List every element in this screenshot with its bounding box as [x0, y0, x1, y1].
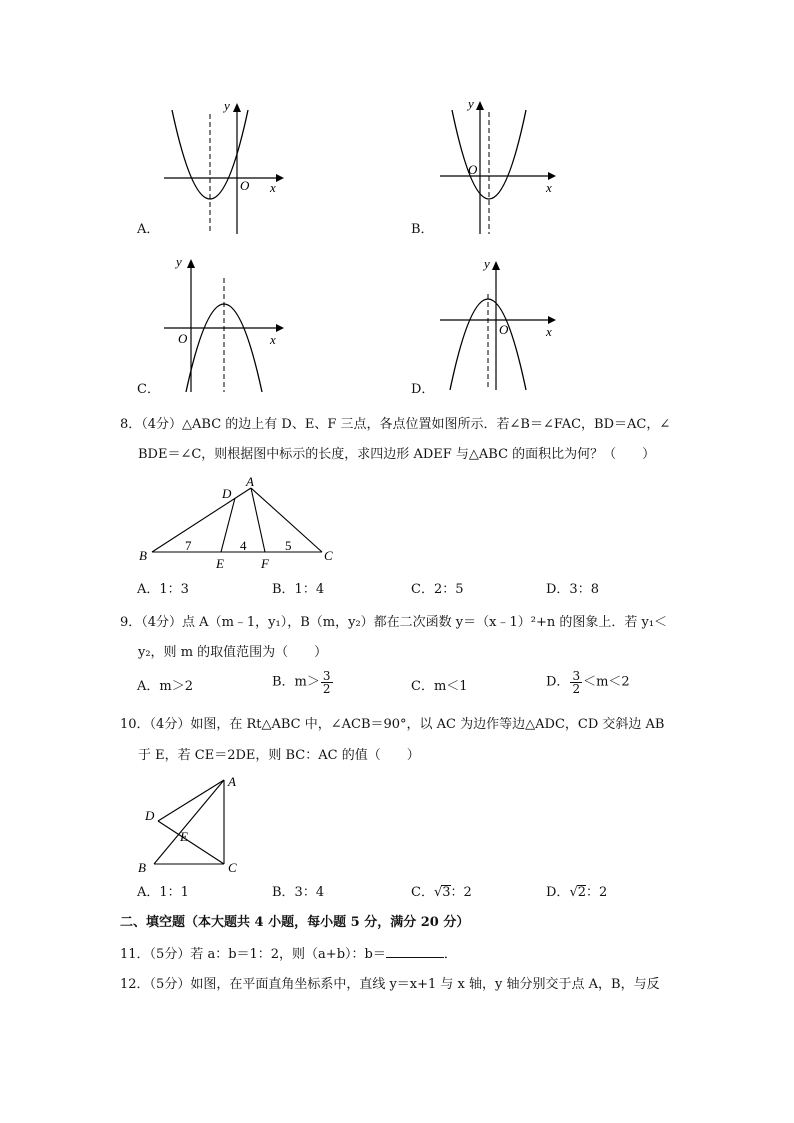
q10-figure	[134, 770, 254, 878]
q8-label-b: B	[139, 548, 147, 563]
q10-d-radicand: 2	[577, 885, 587, 900]
q7-graph-a	[136, 98, 296, 242]
q7-option-d	[430, 254, 570, 394]
q7-option-c	[160, 250, 300, 395]
q8-option-d: D．3：8	[546, 582, 599, 597]
q9-option-d-fraction	[570, 670, 582, 695]
q9-b-numerator: 3	[322, 669, 331, 683]
q8-option-a: A．1：3	[137, 582, 189, 597]
q7d-x-label: x	[546, 324, 552, 339]
q9-b-denominator: 2	[322, 682, 331, 696]
q10-option-b: B．3：4	[272, 885, 325, 900]
q10-c-radicand: 3	[442, 885, 451, 900]
q7b-y-label: y	[468, 96, 474, 111]
q8-length-fc: 5	[285, 538, 292, 553]
q9-stem-line2: y₂，则 m 的取值范围为（ ）	[138, 645, 328, 660]
q7-option-c-label: C．	[137, 382, 160, 397]
q10-option-a: A．1：1	[137, 885, 189, 900]
q12-stem-line1: 12．（5分）如图，在平面直角坐标系中，直线 y＝x+1 与 x 轴，y 轴分别交于点 A，B，与反	[120, 977, 660, 992]
q10-option-c-suffix: ：2	[450, 885, 472, 900]
q7-option-b	[430, 94, 570, 238]
q9-d-numerator: 3	[572, 669, 581, 683]
q7b-x-label: x	[546, 180, 552, 195]
q11-stem-text: 11．（5分）若 a：b＝1：2，则（a+b）：b＝	[120, 947, 386, 962]
q10-option-d	[546, 884, 607, 902]
q10-d-sqrt-sign: √	[569, 885, 578, 900]
q9-option-d-prefix: D．	[546, 674, 570, 690]
q9-d-denominator: 2	[572, 682, 581, 696]
q8-triangle-figure	[134, 470, 344, 572]
q10-c-sqrt-sign: √	[433, 885, 443, 900]
q9-option-d	[546, 670, 630, 695]
q9-option-b	[272, 670, 334, 695]
q10-stem-line1: 10．（4分）如图，在 Rt△ABC 中，∠ACB＝90°，以 AC 为边作等边△ADC，CD 交斜边 AB	[120, 717, 665, 732]
q9-stem-line1: 9．（4分）点 A（m﹣1，y₁），B（m，y₂）都在二次函数 y＝（x﹣1）²+n 的图象上．若 y₁＜	[120, 615, 668, 630]
q7-option-b-label: B．	[411, 222, 434, 237]
q8-option-b: B．1：4	[272, 582, 325, 597]
q11-answer-blank	[386, 944, 444, 958]
q8-stem-line2: BDE＝∠C，则根据图中标示的长度，求四边形 ADEF 与△ABC 的面积比为何？（ ）	[138, 447, 656, 462]
q10-stem-line2: 于 E，若 CE＝2DE，则 BC：AC 的值（ ）	[138, 748, 420, 763]
q7a-y-label: y	[224, 98, 230, 113]
q7a-origin-label: O	[240, 178, 250, 193]
q7b-origin-label: O	[468, 162, 478, 177]
q11-stem-end: ．	[443, 947, 457, 962]
q8-stem-line1: 8．（4分）△ABC 的边上有 D、E、F 三点，各点位置如图所示．若∠B＝∠FAC，BD＝AC，∠	[120, 417, 671, 432]
q11-stem	[120, 944, 457, 964]
section-2-heading: 二、填空题（本大题共 4 小题，每小题 5 分，满分 20 分）	[120, 915, 470, 930]
q8-label-a: A	[246, 474, 254, 489]
q8-figure	[134, 470, 344, 572]
q7c-x-label: x	[270, 332, 276, 347]
q10-option-d-suffix: ：2	[586, 885, 608, 900]
q10-option-d-prefix: D．	[546, 885, 570, 900]
q9-option-b-prefix: B．m＞	[272, 674, 320, 690]
q10-label-d: D	[145, 808, 155, 823]
q10-label-c: C	[228, 860, 237, 875]
q8-label-c: C	[324, 548, 333, 563]
q7c-origin-label: O	[178, 331, 188, 346]
q7-graph-d	[430, 254, 570, 394]
q7d-y-label: y	[484, 256, 490, 271]
q10-triangle-figure	[134, 770, 254, 878]
q10-label-b: B	[138, 860, 146, 875]
q7c-y-label: y	[176, 254, 182, 269]
q10-option-c	[411, 884, 472, 902]
q9-option-c: C．m＜1	[411, 679, 468, 694]
q7a-x-label: x	[270, 180, 276, 195]
q9-option-b-fraction	[321, 670, 333, 695]
q8-label-d: D	[222, 486, 232, 501]
q7d-origin-label: O	[499, 322, 509, 337]
q8-label-e: E	[216, 556, 224, 571]
q10-label-a: A	[228, 774, 236, 789]
q7-option-a	[136, 98, 296, 242]
q10-option-c-prefix: C．	[411, 885, 434, 900]
q7-option-d-label: D．	[411, 382, 435, 397]
q10-label-e: E	[180, 829, 188, 844]
q8-length-be: 7	[185, 538, 192, 553]
q9-option-a: A．m＞2	[137, 679, 193, 694]
q8-length-ef: 4	[240, 538, 247, 553]
q9-option-d-suffix: ＜m＜2	[583, 674, 630, 690]
q7-option-a-label: A．	[137, 222, 160, 237]
q7-graph-b	[430, 94, 570, 238]
q7-graph-c	[160, 250, 300, 395]
q8-label-f: F	[261, 556, 269, 571]
q8-option-c: C．2：5	[411, 582, 464, 597]
